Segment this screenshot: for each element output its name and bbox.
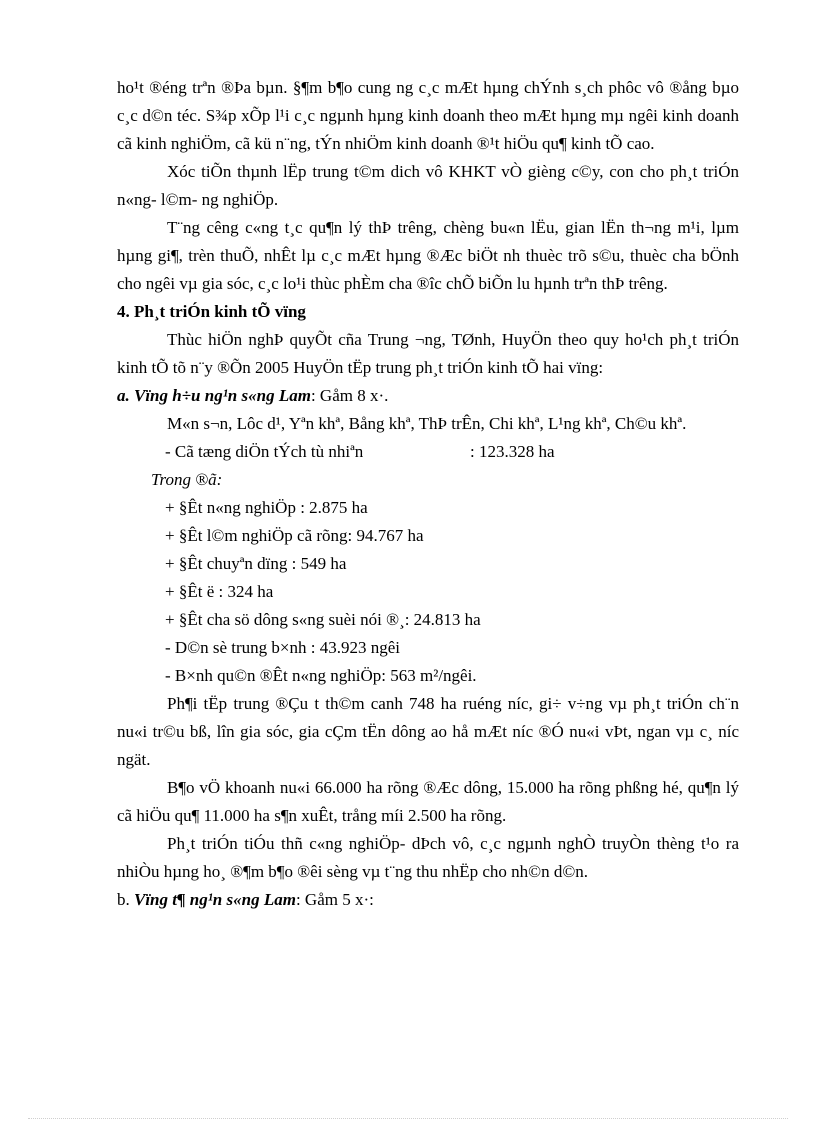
paragraph-1: ho¹t ®éng trªn ®Þa bµn. §¶m b¶o cung ng c¸c mÆt hµng chÝnh s¸ch phôc vô ®ång bµo c¸c d©n téc. S¾p xÕp l¹i c¸c ngµnh hµng kinh doanh theo mÆt hµng mµ ngêi kinh doanh cã kinh nghiÖm, cã kü n¨ng, tÝn nhiÖm kinh doanh ®¹t hiÖu qu¶ kinh tÕ cao. [117, 78, 739, 153]
page-bottom-rule [28, 1118, 788, 1119]
section-heading-4: 4. Ph¸t triÓn kinh tÕ vïng [117, 302, 306, 321]
stat-total-value: : 123.328 ha [470, 442, 555, 461]
stat-item: + §Êt n«ng nghiÖp : 2.875 ha [165, 498, 368, 517]
subsection-a-title: a. Vïng h÷u ng¹n s«ng Lam [117, 386, 311, 405]
stat-item: + §Êt ë : 324 ha [165, 582, 274, 601]
stat-item: - D©n sè trung b×nh : 43.923 ngêi [165, 638, 400, 657]
subsection-b-heading [117, 886, 739, 914]
subsection-b-prefix: b. [117, 890, 134, 909]
paragraph-4: Thùc hiÖn nghÞ quyÕt cña Trung ¬ng, TØnh, HuyÖn theo quy ho¹ch ph¸t triÓn kinh tÕ tõ n¨y ®Õn 2005 HuyÖn tËp trung ph¸t triÓn kinh tÕ hai vïng: [117, 330, 739, 377]
subsection-a-heading [117, 382, 739, 410]
document-page [117, 74, 739, 914]
paragraph-5: M«n s¬n, Lôc d¹, Yªn khª, Bång khª, ThÞ trÊn, Chi khª, L¹ng khª, Ch©u khª. [167, 414, 687, 433]
stat-total [117, 438, 739, 466]
paragraph-2: Xóc tiÕn thµnh lËp trung t©m dich vô KHKT vÒ gièng c©y, con cho ph¸t triÓn n«ng- l©m- ng nghiÖp. [117, 162, 739, 209]
stat-item: + §Êt chuyªn dïng : 549 ha [165, 554, 347, 573]
subsection-b-rest: : Gåm 5 x·: [295, 890, 374, 909]
stat-item: + §Êt l©m nghiÖp cã rõng: 94.767 ha [165, 526, 424, 545]
stat-item: - B×nh qu©n ®Êt n«ng nghiÖp: 563 m²/ngêi. [165, 666, 477, 685]
subsection-a-rest: : Gåm 8 x·. [310, 386, 389, 405]
stat-item: + §Êt cha sö dông s«ng suèi nói ®¸: 24.813 ha [165, 610, 481, 629]
stat-total-label: - Cã tæng diÖn tÝch tù nhiªn [165, 442, 364, 461]
paragraph-8: Ph¸t triÓn tiÓu thñ c«ng nghiÖp- dÞch vô, c¸c ngµnh nghÒ truyÒn thèng t¹o ra nhiÒu hµng ho¸ ®¶m b¶o ®êi sèng vµ t¨ng thu nhËp cho nh©n d©n. [117, 834, 739, 881]
paragraph-6: Ph¶i tËp trung ®Çu t th©m canh 748 ha ruéng níc, gi÷ v÷ng vµ ph¸t triÓn ch¨n nu«i tr©u bß, lîn gia sóc, gia cÇm tËn dông ao hå mÆt níc ®Ó nu«i vÞt, ngan vµ c¸ níc ngät. [117, 694, 739, 769]
subsection-b-title: Vïng t¶ ng¹n s«ng Lam [134, 890, 296, 909]
paragraph-7: B¶o vÖ khoanh nu«i 66.000 ha rõng ®Æc dông, 15.000 ha rõng phßng hé, qu¶n lý cã hiÖu qu¶ 11.000 ha s¶n xuÊt, trång míi 2.500 ha rõng. [117, 778, 739, 825]
paragraph-3: T¨ng cêng c«ng t¸c qu¶n lý thÞ trêng, chèng bu«n lËu, gian lËn th¬ng m¹i, lµm hµng gi¶, trèn thuÕ, nhÊt lµ c¸c mÆt hµng ®Æc biÖt nh thuèc trõ s©u, thuèc cha bÖnh cho ngêi vµ gia sóc, c¸c lo¹i thùc phÈm cha ®îc chÕ biÕn lu hµnh trªn thÞ trêng. [117, 218, 739, 293]
stat-trong-do: Trong ®ã: [151, 470, 223, 489]
